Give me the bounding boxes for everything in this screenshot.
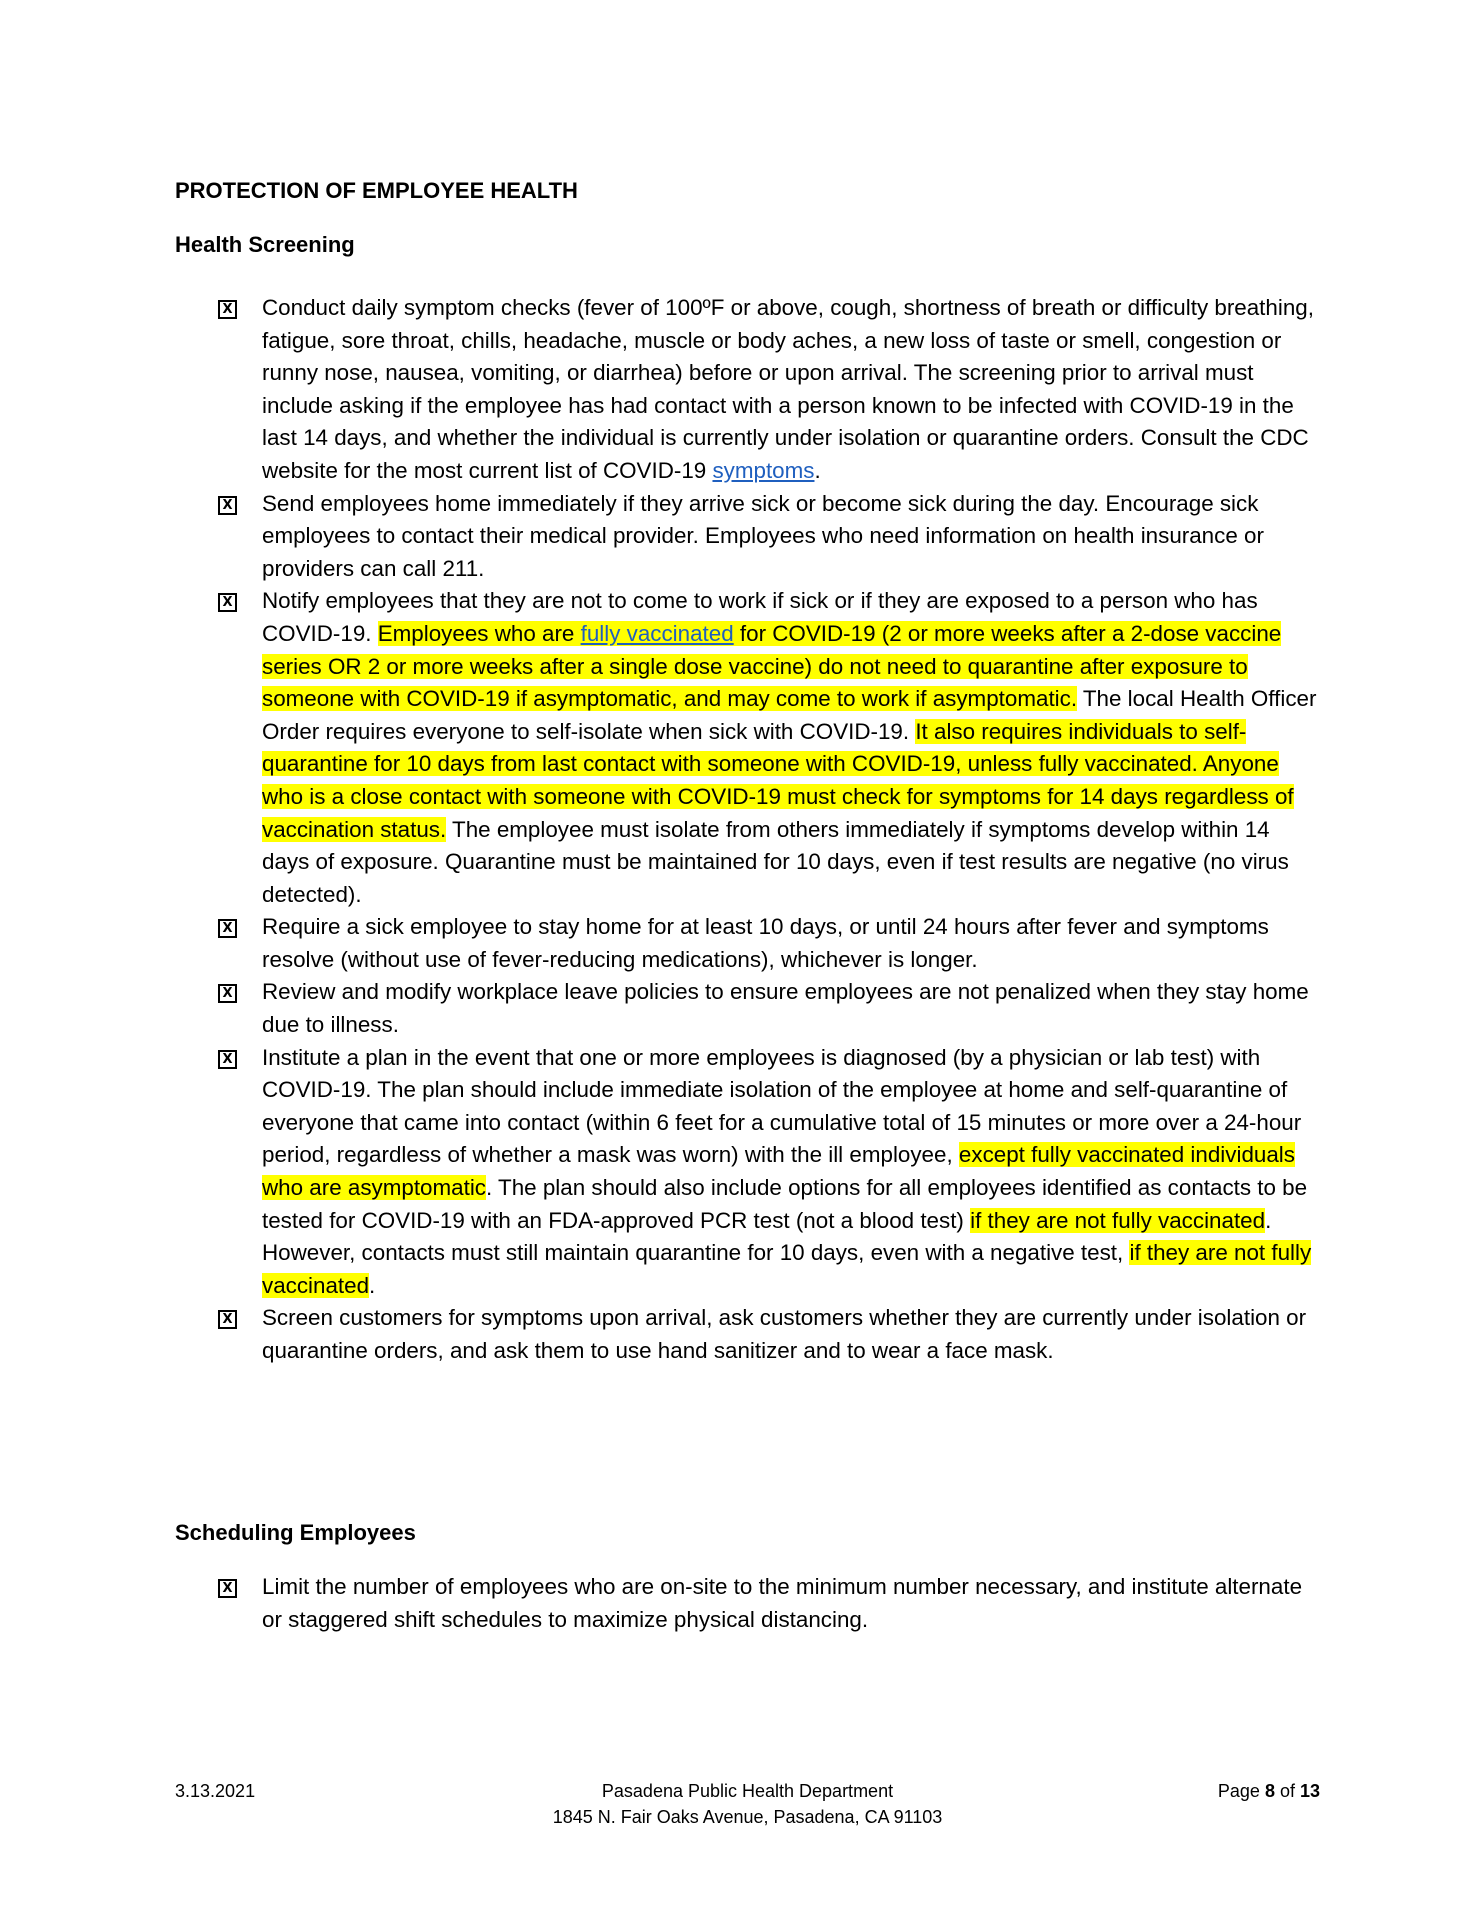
text-run: . The plan should also include options for all employees identified as contacts to be tested for COVID-19 with an FDA-approved PCR test (not a blood test): [262, 1175, 1308, 1233]
checklist-item: [218, 488, 1320, 586]
text-run: Screen customers for symptoms upon arrival, ask customers whether they are currently under isolation or quarantine orders, and ask them to use hand sanitizer and to wear a face mask.: [262, 1305, 1307, 1363]
highlighted-text: Employees who are: [377, 620, 581, 646]
page-current: 8: [1264, 1781, 1275, 1801]
checklist-item: [218, 911, 1320, 976]
checklist-item-text: [262, 488, 1320, 586]
scheduling-list: [218, 1571, 1320, 1636]
text-run: Require a sick employee to stay home for at least 10 days, or until 24 hours after fever and symptoms resolve (without use of fever-reducing medications), whichever is longer.: [262, 914, 1269, 972]
checkbox-checked-icon: X: [218, 919, 237, 938]
text-run: Conduct daily symptom checks (fever of 100ºF or above, cough, shortness of breath or difficulty breathing, fatigue, sore throat, chills, headache, muscle or body aches, a new loss of taste or smell, congestion or runny nose, nausea, vomiting, or diarrhea) before or upon arrival. The screening prior to arrival must include asking if the employee has had contact with a person known to be infected with COVID-19 in the last 14 days, and whether the individual is currently under isolation or quarantine orders. Consult the CDC website for the most current list of COVID-19: [262, 295, 1314, 483]
checklist-item: [218, 1042, 1320, 1303]
checklist-item-text: [262, 292, 1320, 488]
text-run: Notify employees that they are not to come to work if sick or if they are exposed to a person who has COVID-19.: [262, 588, 1258, 646]
checklist-item: [218, 1302, 1320, 1367]
text-run: Limit the number of employees who are on-site to the minimum number necessary, and institute alternate or staggered shift schedules to maximize physical distancing.: [262, 1574, 1303, 1632]
checkbox-checked-icon: X: [218, 1579, 237, 1598]
checkbox-checked-icon: X: [218, 300, 237, 319]
page-total: 13: [1299, 1781, 1320, 1801]
page-prefix: Page: [1217, 1781, 1265, 1801]
footer-page-number: [1218, 1778, 1320, 1804]
footer-date: 3.13.2021: [175, 1781, 256, 1801]
checklist-item: [218, 976, 1320, 1041]
checklist-item-text: [262, 1302, 1320, 1367]
footer-address: 1845 N. Fair Oaks Avenue, Pasadena, CA 91103: [552, 1807, 943, 1827]
text-run: Send employees home immediately if they arrive sick or become sick during the day. Encourage sick employees to contact their medical provider. Employees who need information on health insurance or providers can call 211.: [262, 490, 1264, 581]
highlighted-text: It also requires individuals to self-quarantine for 10 days from last contact with someone with COVID-19, unless fully vaccinated. Anyone who is a close contact with someone with COVID-19 must check for symptoms for 14 days regardless of vaccination status.: [262, 718, 1294, 842]
health-screening-list: [218, 292, 1320, 1368]
highlighted-text: if they are not fully vaccinated: [970, 1207, 1266, 1233]
text-run: Review and modify workplace leave policies to ensure employees are not penalized when they stay home due to illness.: [262, 979, 1309, 1038]
checkbox-checked-icon: X: [218, 1050, 237, 1069]
checkbox-checked-icon: X: [218, 496, 237, 515]
checkbox-checked-icon: X: [218, 593, 237, 612]
checklist-item: [218, 292, 1320, 488]
checklist-item-text: [262, 911, 1320, 976]
text-run: The employee must isolate from others immediately if symptoms develop within 14 days of exposure. Quarantine must be maintained for 10 days, even if test results are negative (no virus detected).: [262, 816, 1289, 907]
text-run: .: [369, 1272, 376, 1298]
highlighted-text: except fully vaccinated individuals who are asymptomatic: [262, 1142, 1295, 1201]
text-run: Institute a plan in the event that one or more employees is diagnosed (by a physician or lab test) with COVID-19. The plan should include immediate isolation of the employee at home and self-quarantine of everyone that came into contact (within 6 feet for a cumulative total of 15 minutes or more over a 24-hour period, regardless of whether a mask was worn) with the ill employee,: [262, 1044, 1302, 1168]
checklist-item-text: [262, 1571, 1320, 1636]
text-run: The local Health Officer Order requires everyone to self-isolate when sick with COVID-19.: [262, 686, 1317, 744]
footer-center: [175, 1778, 1320, 1830]
text-run: . However, contacts must still maintain quarantine for 10 days, even with a negative test,: [262, 1207, 1272, 1266]
checklist-item: [218, 1571, 1320, 1636]
highlighted-text: for COVID-19 (2 or more weeks after a 2-dose vaccine series OR 2 or more weeks after a single dose vaccine) do not need to quarantine after exposure to someone with COVID-19 if asymptomatic, and may come to work if asymptomatic.: [262, 620, 1282, 712]
checklist-item-text: [262, 976, 1320, 1041]
health-screening-heading: Health Screening: [175, 232, 355, 257]
text-link[interactable]: fully vaccinated: [580, 620, 734, 646]
checkbox-checked-icon: X: [218, 1310, 237, 1329]
text-run: .: [814, 457, 821, 483]
highlighted-text: if they are not fully vaccinated: [262, 1240, 1312, 1298]
footer-org: Pasadena Public Health Department: [601, 1781, 894, 1801]
checklist-item: [218, 585, 1320, 911]
checklist-item-text: [262, 585, 1320, 911]
page-of: of: [1274, 1781, 1300, 1801]
checkbox-checked-icon: X: [218, 984, 237, 1003]
scheduling-heading: Scheduling Employees: [175, 1520, 416, 1545]
text-link[interactable]: symptoms: [712, 457, 815, 483]
checklist-item-text: [262, 1042, 1320, 1303]
section-title: PROTECTION OF EMPLOYEE HEALTH: [175, 178, 578, 203]
